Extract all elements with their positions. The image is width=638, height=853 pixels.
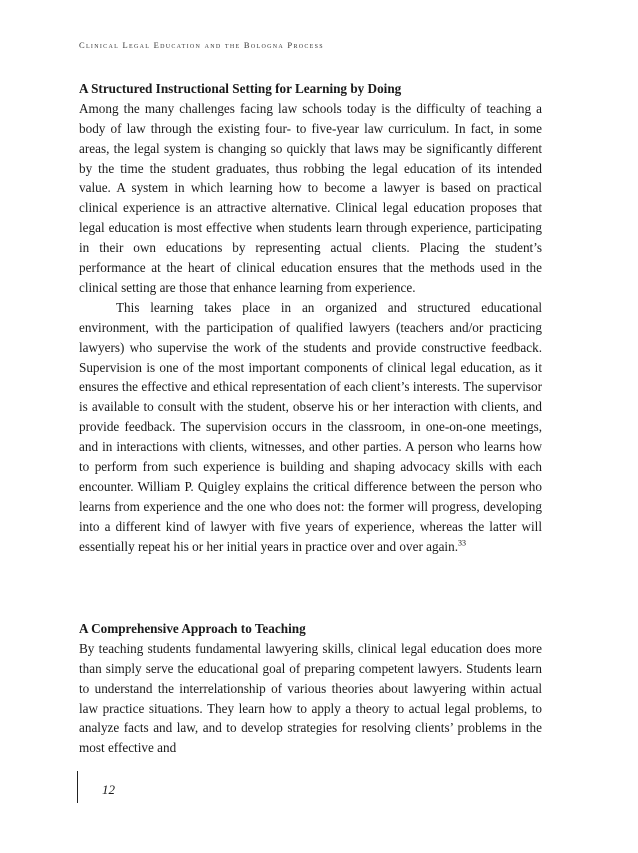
- body-paragraph: By teaching students fundamental lawyering skills, clinical legal education does more than simply serve the educational goal of preparing competent lawyers. Students learn to understand the interrelationship of various theories about lawyering within actual law practice situations. They learn how to apply a theory to actual legal problems, to analyze facts and law, and to develop strategies for resolving clients’ problems in the most effective and: [79, 640, 542, 756]
- footnote-reference[interactable]: 33: [458, 538, 466, 548]
- section-comprehensive-approach: [79, 619, 542, 758]
- section-heading: A Comprehensive Approach to Teaching: [79, 621, 306, 636]
- section-learning-by-doing: [79, 79, 542, 557]
- body-paragraph: Among the many challenges facing law schools today is the difficulty of teaching a body of law through the existing four- to five-year law curriculum. In fact, in some areas, the legal system is changing so quickly that laws may be significantly different by the time the student graduates, thus robbing the legal education of its intended value. A system in which learning how to become a lawyer is based on practical clinical experience is an attractive alternative. Clinical legal education proposes that legal education is most effective when students learn through experience, participating in their own educations by representing actual clients. Placing the student’s performance at the heart of clinical education ensures that the methods used in the clinical setting are those that enhance learning from experience.: [79, 100, 542, 295]
- body-paragraph: [79, 298, 542, 557]
- page-number: 12: [102, 782, 115, 797]
- section-heading: A Structured Instructional Setting for Learning by Doing: [79, 81, 402, 96]
- page-number-rule: [77, 771, 78, 803]
- paragraph-text: This learning takes place in an organized and structured educational environment, with the participation of qualified lawyers (teachers and/or practicing lawyers) who supervise the work of the students and provide constructive feedback. Supervision is one of the most important components of clinical legal education, as it ensures the effective and ethical representation of each client’s interests. The supervisor is available to consult with the student, observe his or her interaction with clients, and provide feedback. The supervision occurs in the classroom, in one-on-one meetings, and in interactions with clients, witnesses, and other parties. A person who learns how to perform from such experience is building and shaping advocacy skills with each encounter. William P. Quigley explains the critical difference between the person who learns from experience and the one who does not: the former will progress, developing into a different kind of lawyer with five years of experience, whereas the latter will essentially repeat his or her initial years in practice over and over again.: [79, 299, 542, 554]
- running-header: Clinical Legal Education and the Bologna Process: [79, 40, 324, 50]
